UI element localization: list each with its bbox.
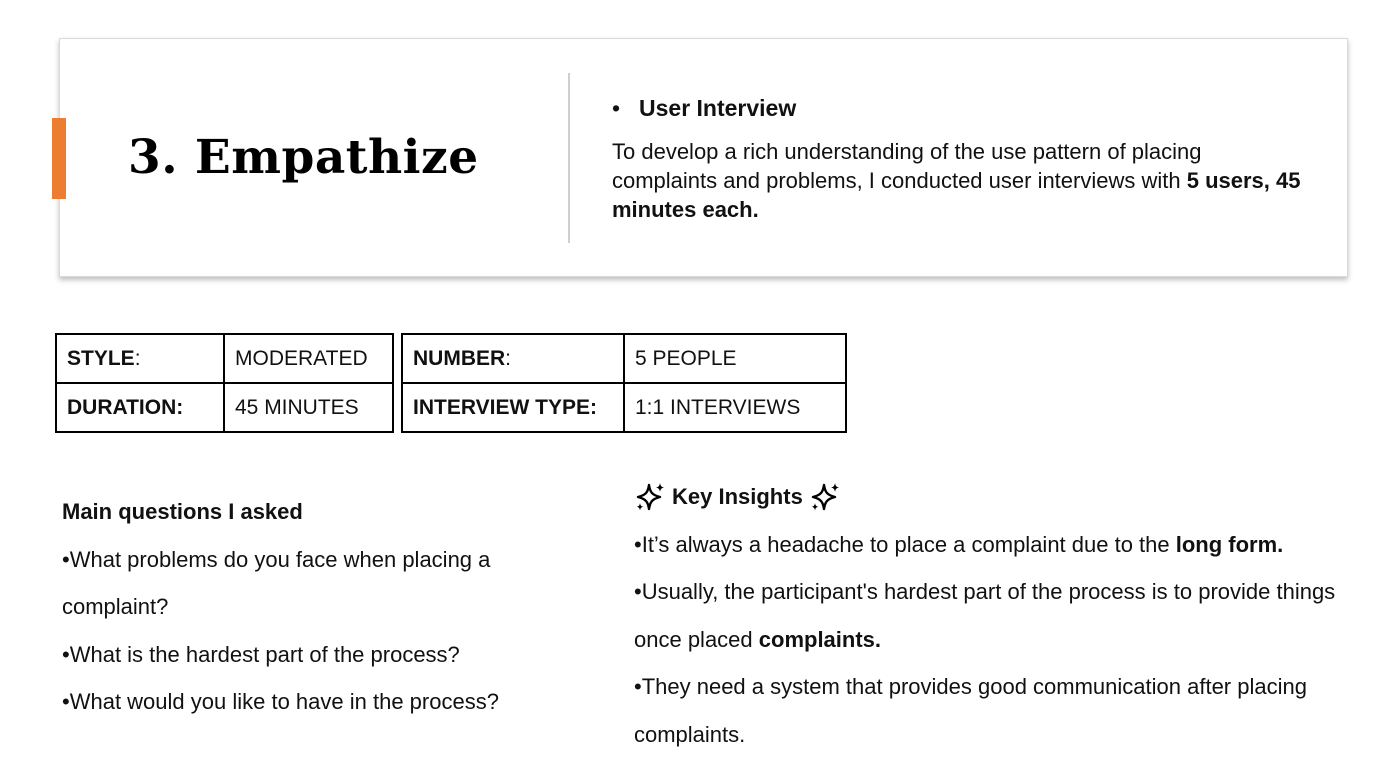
sparkles-icon <box>634 481 666 513</box>
method-heading <box>612 92 796 124</box>
interview-details-table-1 <box>55 333 394 433</box>
description-text: To develop a rich understanding of the use pattern of placing complaints and problems, I conducted user interviews with <box>612 139 1202 193</box>
number-label: NUMBER <box>413 346 506 370</box>
insights-heading-row <box>634 473 1374 521</box>
method-bullet: • <box>612 95 621 121</box>
insight-item <box>634 568 1374 663</box>
method-description <box>612 137 1312 224</box>
style-value: MODERATED <box>224 334 393 383</box>
page-title: 3. Empathize <box>128 130 479 185</box>
style-colon: : <box>134 346 141 370</box>
insight-item <box>634 521 1374 569</box>
duration-label: DURATION: <box>56 383 224 432</box>
number-label-cell <box>402 334 624 383</box>
question-item: •What problems do you face when placing a complaint? <box>62 546 491 619</box>
table-row <box>402 383 846 432</box>
interview-details-table-2 <box>401 333 847 433</box>
insight-bold: complaints. <box>758 626 882 652</box>
interview-type-value: 1:1 INTERVIEWS <box>624 383 846 432</box>
insight-item <box>634 663 1374 758</box>
table-row <box>402 334 846 383</box>
accent-bar <box>52 118 66 199</box>
table-row <box>56 383 393 432</box>
question-item: •What is the hardest part of the process? <box>62 641 460 667</box>
header-divider <box>568 73 570 243</box>
insight-bold: long form. <box>1175 531 1284 557</box>
insight-text: •They need a system that provides good communication after placing complaints. <box>634 674 1307 747</box>
insights-section <box>634 473 1374 758</box>
style-label: STYLE <box>67 346 135 370</box>
question-item: •What would you like to have in the process? <box>62 689 499 714</box>
method-title: User Interview <box>639 95 797 121</box>
table-row <box>56 334 393 383</box>
insights-heading: Key Insights <box>672 484 803 509</box>
description-bold: 5 users, 45 minutes each. <box>612 168 1301 222</box>
duration-value: 45 MINUTES <box>224 383 393 432</box>
number-colon: : <box>505 346 512 370</box>
insight-text: •It’s always a headache to place a complaint due to the <box>634 531 1176 557</box>
questions-section <box>62 488 582 726</box>
interview-type-label: INTERVIEW TYPE: <box>402 383 624 432</box>
sparkles-icon <box>809 481 841 513</box>
insight-text: •Usually, the participant's hardest part of the process is to provide things once placed <box>634 579 1336 652</box>
number-value: 5 PEOPLE <box>624 334 846 383</box>
style-label-cell <box>56 334 224 383</box>
questions-heading: Main questions I asked <box>62 499 303 524</box>
